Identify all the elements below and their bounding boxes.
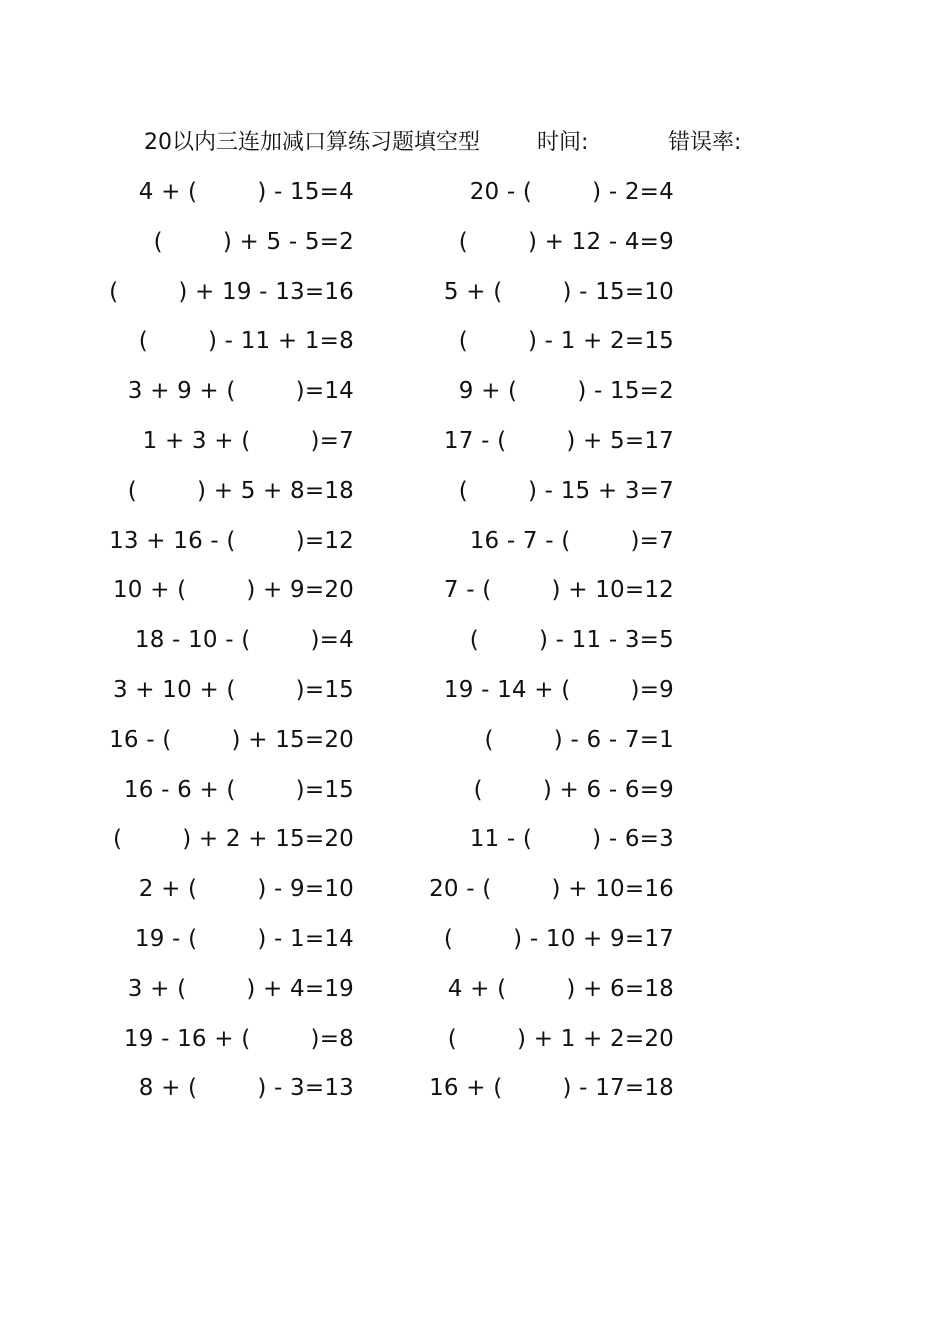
problem-right: 5 + ( ) - 15=10 xyxy=(443,278,674,305)
problem-right: 20 - ( ) - 2=4 xyxy=(469,179,674,205)
problem-row xyxy=(0,272,950,322)
problem-left: ( ) + 2 + 15=20 xyxy=(112,826,354,853)
error-rate-label: 错误率: xyxy=(668,130,742,155)
problem-right: 7 - ( ) + 10=12 xyxy=(443,577,674,604)
problem-left: ( ) - 11 + 1=8 xyxy=(138,328,354,355)
problem-left: 3 + 10 + ( )=15 xyxy=(112,676,354,703)
problem-row xyxy=(0,720,950,770)
problem-left: 18 - 10 - ( )=4 xyxy=(134,627,354,654)
problem-left: 19 - 16 + ( )=8 xyxy=(123,1025,354,1052)
problem-row xyxy=(0,1068,950,1118)
problem-row xyxy=(0,172,950,222)
problem-right: 16 + ( ) - 17=18 xyxy=(429,1075,674,1102)
problem-row xyxy=(0,670,950,720)
problem-left: ( ) + 5 + 8=18 xyxy=(127,477,354,504)
problem-right: 16 - 7 - ( )=7 xyxy=(469,527,674,554)
problem-row xyxy=(0,869,950,919)
problem-left: 4 + ( ) - 15=4 xyxy=(138,179,354,205)
problem-row xyxy=(0,222,950,272)
problem-right: ( ) - 6 - 7=1 xyxy=(484,726,674,753)
problem-right: 17 - ( ) + 5=17 xyxy=(443,427,674,454)
problem-right: 19 - 14 + ( )=9 xyxy=(443,676,674,703)
problem-row xyxy=(0,521,950,571)
page-title: 20以内三连加减口算练习题填空型 xyxy=(144,130,480,155)
problem-right: 20 - ( ) + 10=16 xyxy=(429,876,674,903)
problem-left: 1 + 3 + ( )=7 xyxy=(142,427,354,454)
problem-left: 3 + ( ) + 4=19 xyxy=(127,975,354,1002)
time-label: 时间: xyxy=(537,130,589,155)
problem-right: 11 - ( ) - 6=3 xyxy=(469,826,674,853)
problem-right: ( ) - 15 + 3=7 xyxy=(458,477,674,504)
problem-right: ( ) + 6 - 6=9 xyxy=(473,776,674,803)
problem-row xyxy=(0,620,950,670)
problem-row xyxy=(0,919,950,969)
problem-list xyxy=(0,172,950,1118)
problem-row xyxy=(0,421,950,471)
problem-left: 8 + ( ) - 3=13 xyxy=(138,1075,354,1102)
problem-right: ( ) - 11 - 3=5 xyxy=(469,627,674,654)
problem-right: ( ) - 10 + 9=17 xyxy=(443,925,674,952)
problem-row xyxy=(0,819,950,869)
problem-left: ( ) + 5 - 5=2 xyxy=(153,228,354,255)
problem-right: ( ) + 12 - 4=9 xyxy=(458,228,674,255)
problem-left: 16 - ( ) + 15=20 xyxy=(109,726,354,753)
problem-row xyxy=(0,1019,950,1069)
problem-left: 13 + 16 - ( )=12 xyxy=(109,527,354,554)
problem-left: 19 - ( ) - 1=14 xyxy=(134,925,354,952)
problem-left: 3 + 9 + ( )=14 xyxy=(127,378,354,405)
problem-right: 4 + ( ) + 6=18 xyxy=(447,975,674,1002)
problem-right: 9 + ( ) - 15=2 xyxy=(458,378,674,405)
problem-left: 2 + ( ) - 9=10 xyxy=(138,876,354,903)
problem-row xyxy=(0,321,950,371)
problem-row xyxy=(0,371,950,421)
problem-row xyxy=(0,969,950,1019)
problem-row xyxy=(0,570,950,620)
problem-right: ( ) + 1 + 2=20 xyxy=(447,1025,674,1052)
problem-row xyxy=(0,770,950,820)
problem-left: 16 - 6 + ( )=15 xyxy=(123,776,354,803)
problem-left: ( ) + 19 - 13=16 xyxy=(109,278,354,305)
problem-right: ( ) - 1 + 2=15 xyxy=(458,328,674,355)
problem-row xyxy=(0,471,950,521)
problem-left: 10 + ( ) + 9=20 xyxy=(112,577,354,604)
